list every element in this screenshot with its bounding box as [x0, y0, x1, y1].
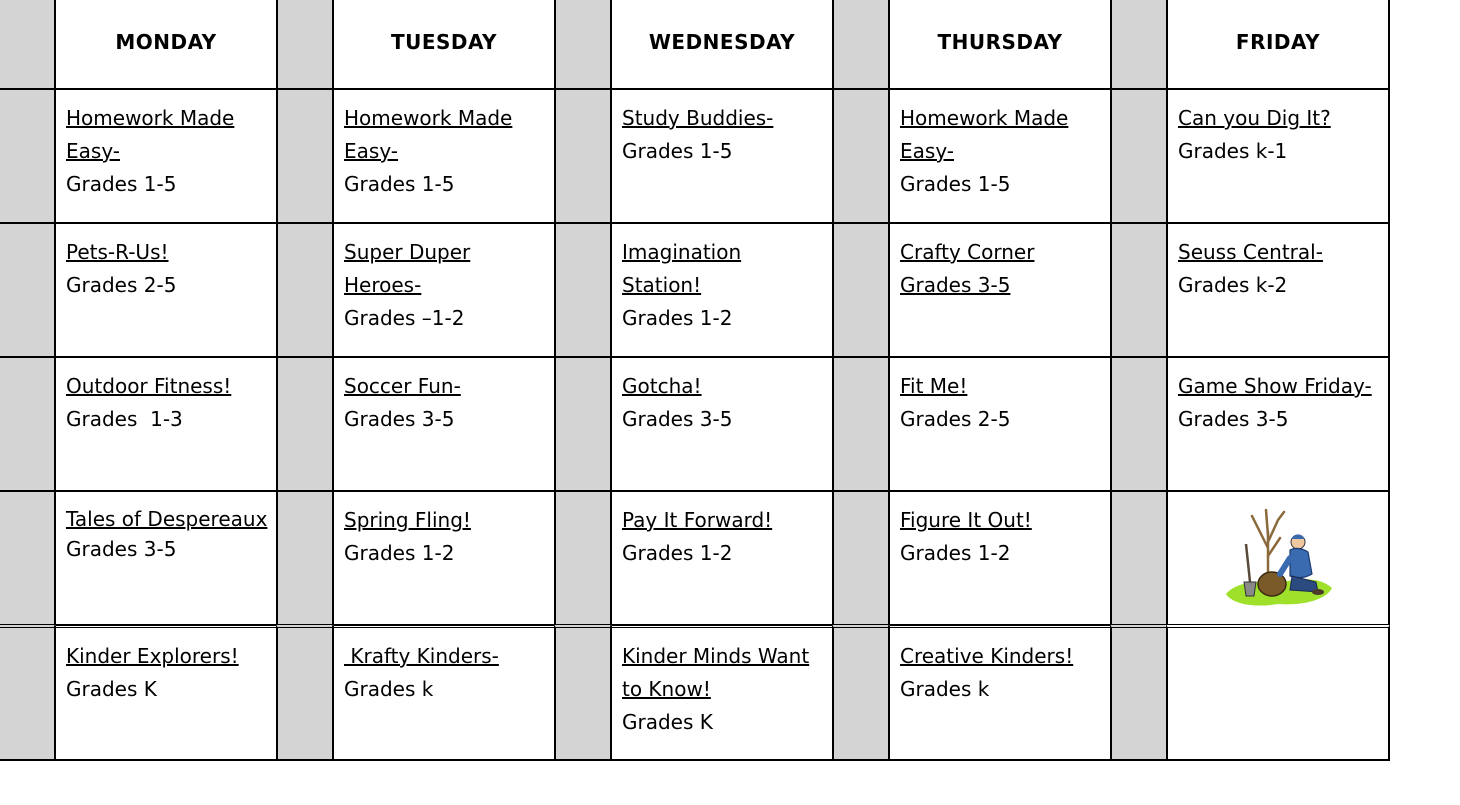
grade-label: Grades 3-5 [344, 407, 455, 431]
schedule-entry [332, 490, 556, 626]
gutter-cell [832, 0, 890, 90]
schedule-entry [888, 222, 1112, 358]
gutter-cell [1110, 0, 1168, 90]
activity-title-link[interactable]: Spring Fling! [344, 508, 471, 532]
gutter-cell [554, 88, 612, 224]
activity-title-link[interactable]: Pets-R-Us! [66, 240, 169, 264]
schedule-entry [54, 624, 278, 761]
gutter-cell [554, 0, 612, 90]
gutter-cell [276, 624, 334, 761]
day-header-monday: MONDAY [54, 0, 278, 90]
gutter-cell [832, 490, 890, 626]
activity-title-link[interactable]: Study Buddies- [622, 106, 774, 130]
activity-title-link[interactable]: Tales of Despereaux [66, 507, 268, 531]
grade-label: Grades 3-5 [622, 407, 733, 431]
activity-title-link[interactable]: Imagination Station! [622, 240, 742, 297]
activity-title-link[interactable]: Gotcha! [622, 374, 702, 398]
activity-title-link[interactable]: Kinder Minds Want to Know! [622, 644, 810, 701]
activity-title-link[interactable]: Homework Made Easy- [900, 106, 1069, 163]
gutter-cell [832, 88, 890, 224]
activity-title-link[interactable]: Pay It Forward! [622, 508, 773, 532]
activity-title-link[interactable]: Crafty Corner [900, 240, 1035, 264]
grade-label: Grades 1-5 [344, 172, 455, 196]
activity-title-link[interactable]: Creative Kinders! [900, 644, 1074, 668]
schedule-entry [610, 222, 834, 358]
schedule-entry [888, 88, 1112, 224]
schedule-entry [1166, 356, 1390, 492]
gutter-cell [554, 222, 612, 358]
gutter-cell [1110, 222, 1168, 358]
grade-label: Grades k-1 [1178, 139, 1288, 163]
gutter-cell [832, 222, 890, 358]
day-header-tuesday: TUESDAY [332, 0, 556, 90]
gutter-cell [554, 356, 612, 492]
activity-title-link[interactable]: Homework Made Easy- [66, 106, 235, 163]
schedule-entry [888, 624, 1112, 761]
day-header-friday: FRIDAY [1166, 0, 1390, 90]
grade-label: Grades 3-5 [1178, 407, 1289, 431]
activity-title-link[interactable]: Can you Dig It? [1178, 106, 1331, 130]
activity-title-link[interactable]: Homework Made Easy- [344, 106, 513, 163]
schedule-entry [610, 490, 834, 626]
activity-title-link[interactable]: Super Duper Heroes- [344, 240, 471, 297]
empty-cell [1166, 624, 1390, 761]
gutter-cell [554, 624, 612, 761]
activity-title-link[interactable]: Soccer Fun- [344, 374, 461, 398]
schedule-entry [54, 490, 278, 626]
grade-label: Grades 3-5 [66, 537, 177, 561]
activity-title-link[interactable]: Game Show Friday- [1178, 374, 1372, 398]
activity-title-link[interactable]: Krafty Kinders- [344, 644, 499, 668]
grade-label: Grades k [900, 677, 990, 701]
grade-label: Grades k [344, 677, 434, 701]
gutter-cell [1110, 356, 1168, 492]
activity-title-link[interactable]: Fit Me! [900, 374, 968, 398]
grade-label: Grades K [66, 677, 157, 701]
grade-label: Grades 1-5 [66, 172, 177, 196]
schedule-entry [610, 624, 834, 761]
grade-label: Grades 1-5 [622, 139, 733, 163]
grade-label: Grades 2-5 [66, 273, 177, 297]
grade-label: Grades 1-2 [622, 306, 733, 330]
grade-label: Grades 1-2 [622, 541, 733, 565]
gutter-cell [554, 490, 612, 626]
schedule-entry [610, 356, 834, 492]
gutter-cell [276, 222, 334, 358]
schedule-entry [332, 624, 556, 761]
gutter-cell [276, 356, 334, 492]
activity-title-link[interactable]: Figure It Out! [900, 508, 1032, 532]
gutter-cell [276, 490, 334, 626]
grade-label: Grades –1-2 [344, 306, 465, 330]
gutter-cell [0, 356, 56, 492]
gutter-cell [0, 88, 56, 224]
gutter-cell [1110, 490, 1168, 626]
day-header-wednesday: WEDNESDAY [610, 0, 834, 90]
schedule-entry [332, 356, 556, 492]
activity-title-link[interactable]: Seuss Central- [1178, 240, 1323, 264]
schedule-entry [54, 222, 278, 358]
activity-title-link[interactable]: Outdoor Fitness! [66, 374, 232, 398]
grade-label: Grades 3-5 [900, 273, 1011, 297]
gutter-cell [276, 88, 334, 224]
schedule-entry [1166, 88, 1390, 224]
schedule-entry [54, 356, 278, 492]
grade-label: Grades 1-2 [344, 541, 455, 565]
day-header-thursday: THURSDAY [888, 0, 1112, 90]
gutter-cell [276, 0, 334, 90]
gardener-picture-cell [1166, 490, 1390, 626]
gutter-cell [1110, 88, 1168, 224]
gutter-cell [832, 356, 890, 492]
gutter-cell [0, 0, 56, 90]
schedule-entry [1166, 222, 1390, 358]
gardener-planting-tree-icon [1218, 502, 1338, 614]
grade-label: Grades K [622, 710, 713, 734]
gutter-cell [0, 222, 56, 358]
gutter-cell [832, 624, 890, 761]
grade-label: Grades 2-5 [900, 407, 1011, 431]
schedule-entry [610, 88, 834, 224]
grade-label: Grades 1-5 [900, 172, 1011, 196]
grade-label: Grades k-2 [1178, 273, 1288, 297]
gutter-cell [0, 624, 56, 761]
activity-title-link[interactable]: Kinder Explorers! [66, 644, 239, 668]
schedule-entry [888, 356, 1112, 492]
gutter-cell [0, 490, 56, 626]
schedule-entry [332, 88, 556, 224]
schedule-entry [332, 222, 556, 358]
schedule-entry [888, 490, 1112, 626]
grade-label: Grades 1-3 [66, 407, 183, 431]
gutter-cell [1110, 624, 1168, 761]
grade-label: Grades 1-2 [900, 541, 1011, 565]
schedule-entry [54, 88, 278, 224]
